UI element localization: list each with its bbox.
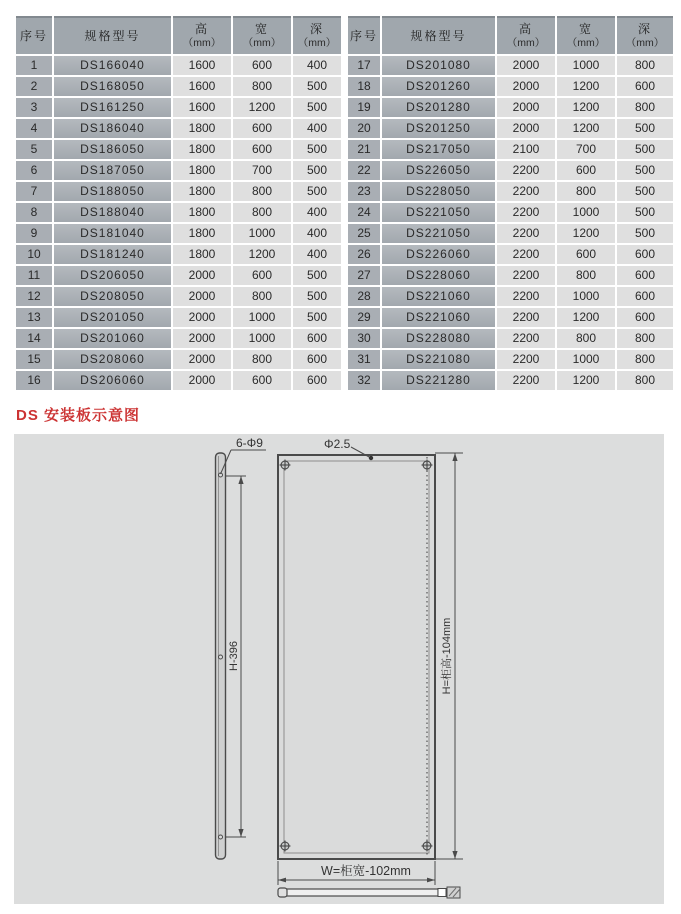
depth-cell: 500 — [617, 203, 673, 222]
height-cell: 2200 — [497, 245, 555, 264]
model-cell: DS166040 — [54, 56, 171, 75]
depth-cell: 500 — [617, 140, 673, 159]
row-index-cell: 27 — [348, 266, 380, 285]
depth-cell: 500 — [617, 161, 673, 180]
table-row — [348, 161, 673, 180]
model-cell: DS221060 — [382, 287, 495, 306]
dimension-cabinet-width — [278, 861, 435, 885]
row-index-cell: 5 — [16, 140, 52, 159]
depth-cell: 600 — [617, 287, 673, 306]
depth-cell: 500 — [617, 182, 673, 201]
right-end-cap — [438, 889, 446, 897]
width-cell: 800 — [557, 266, 615, 285]
model-cell: DS168050 — [54, 77, 171, 96]
row-index-cell: 22 — [348, 161, 380, 180]
row-index-cell: 17 — [348, 56, 380, 75]
row-index-cell: 3 — [16, 98, 52, 117]
width-cell: 1200 — [557, 98, 615, 117]
row-index-cell: 28 — [348, 287, 380, 306]
height-cell: 2200 — [497, 224, 555, 243]
table-row — [348, 224, 673, 243]
row-index-cell: 32 — [348, 371, 380, 390]
plate-height-label: H=柜高-104mm — [441, 617, 453, 695]
width-cell: 1200 — [557, 371, 615, 390]
depth-cell: 600 — [293, 329, 341, 348]
height-cell: 1600 — [173, 77, 231, 96]
width-cell: 800 — [233, 77, 291, 96]
depth-cell: 400 — [293, 224, 341, 243]
spec-table-body-right — [348, 56, 673, 390]
header-row — [16, 16, 341, 54]
dimension-cabinet-height — [435, 453, 463, 859]
height-cell: 2200 — [497, 182, 555, 201]
plate-outline — [278, 455, 435, 859]
depth-cell: 500 — [293, 308, 341, 327]
depth-cell: 400 — [293, 56, 341, 75]
row-index-cell: 15 — [16, 350, 52, 369]
height-cell: 2200 — [497, 329, 555, 348]
hatched-section-mark — [447, 887, 460, 898]
reference-dot — [369, 456, 373, 460]
top-view-group — [278, 887, 460, 898]
height-cell: 2000 — [173, 308, 231, 327]
header-row — [348, 16, 673, 54]
model-cell: DS228060 — [382, 266, 495, 285]
model-cell: DS186050 — [54, 140, 171, 159]
table-row — [348, 245, 673, 264]
row-index-cell: 30 — [348, 329, 380, 348]
side-view-group — [216, 453, 226, 859]
model-cell: DS228050 — [382, 182, 495, 201]
height-cell: 2200 — [497, 266, 555, 285]
table-row — [348, 77, 673, 96]
width-cell: 600 — [233, 371, 291, 390]
depth-cell: 800 — [617, 350, 673, 369]
depth-cell: 500 — [293, 140, 341, 159]
depth-cell: 800 — [617, 329, 673, 348]
model-cell: DS188040 — [54, 203, 171, 222]
height-cell: 1600 — [173, 56, 231, 75]
model-cell: DS206060 — [54, 371, 171, 390]
width-cell: 600 — [233, 140, 291, 159]
depth-cell: 500 — [293, 98, 341, 117]
depth-cell: 600 — [617, 245, 673, 264]
table-row — [16, 329, 341, 348]
spec-tables — [14, 14, 667, 392]
model-cell: DS188050 — [54, 182, 171, 201]
height-cell: 2000 — [173, 371, 231, 390]
column-header-height: 高 （mm） — [173, 16, 231, 54]
table-row — [348, 98, 673, 117]
model-cell: DS201080 — [382, 56, 495, 75]
model-cell: DS226060 — [382, 245, 495, 264]
width-cell: 1200 — [557, 224, 615, 243]
column-header-depth: 深 （mm） — [617, 16, 673, 54]
model-cell: DS221050 — [382, 203, 495, 222]
width-cell: 600 — [557, 245, 615, 264]
height-cell: 1800 — [173, 119, 231, 138]
row-index-cell: 10 — [16, 245, 52, 264]
table-row — [16, 98, 341, 117]
depth-cell: 500 — [293, 161, 341, 180]
depth-cell: 400 — [293, 203, 341, 222]
row-index-cell: 25 — [348, 224, 380, 243]
height-cell: 1800 — [173, 203, 231, 222]
model-cell: DS206050 — [54, 266, 171, 285]
spec-table-body-left — [16, 56, 341, 390]
table-row — [348, 203, 673, 222]
width-cell: 1000 — [557, 287, 615, 306]
width-cell: 1000 — [557, 350, 615, 369]
height-cell: 2200 — [497, 161, 555, 180]
mounting-plate-drawing — [14, 434, 664, 904]
table-row — [16, 203, 341, 222]
column-header-width: 宽 （mm） — [233, 16, 291, 54]
model-cell: DS186040 — [54, 119, 171, 138]
depth-cell: 500 — [293, 182, 341, 201]
row-index-cell: 12 — [16, 287, 52, 306]
height-cell: 2200 — [497, 350, 555, 369]
model-cell: DS226050 — [382, 161, 495, 180]
height-cell: 1800 — [173, 161, 231, 180]
height-cell: 2000 — [173, 266, 231, 285]
depth-cell: 500 — [293, 266, 341, 285]
left-end-cap — [278, 888, 287, 897]
row-index-cell: 13 — [16, 308, 52, 327]
depth-cell: 400 — [293, 119, 341, 138]
model-cell: DS217050 — [382, 140, 495, 159]
height-cell: 2000 — [497, 77, 555, 96]
depth-cell: 800 — [617, 56, 673, 75]
row-index-cell: 18 — [348, 77, 380, 96]
table-row — [348, 308, 673, 327]
height-cell: 1800 — [173, 245, 231, 264]
model-cell: DS221060 — [382, 308, 495, 327]
spec-table-right — [346, 14, 675, 392]
model-cell: DS221280 — [382, 371, 495, 390]
width-cell: 700 — [557, 140, 615, 159]
model-cell: DS201260 — [382, 77, 495, 96]
table-row — [16, 287, 341, 306]
row-index-cell: 26 — [348, 245, 380, 264]
width-cell: 800 — [233, 182, 291, 201]
depth-cell: 600 — [293, 350, 341, 369]
width-cell: 1200 — [557, 77, 615, 96]
column-header-model: 规格型号 — [382, 16, 495, 54]
width-cell: 600 — [233, 266, 291, 285]
column-header-index: 序号 — [16, 16, 52, 54]
width-cell: 1000 — [557, 203, 615, 222]
row-index-cell: 2 — [16, 77, 52, 96]
depth-cell: 600 — [617, 77, 673, 96]
depth-cell: 500 — [293, 287, 341, 306]
row-index-cell: 29 — [348, 308, 380, 327]
table-row — [348, 329, 673, 348]
table-row — [348, 56, 673, 75]
model-cell: DS161250 — [54, 98, 171, 117]
model-cell: DS181240 — [54, 245, 171, 264]
model-cell: DS201060 — [54, 329, 171, 348]
height-cell: 2200 — [497, 287, 555, 306]
table-row — [16, 77, 341, 96]
table-row — [16, 119, 341, 138]
width-cell: 600 — [233, 56, 291, 75]
row-index-cell: 16 — [16, 371, 52, 390]
height-cell: 2000 — [497, 119, 555, 138]
depth-cell: 600 — [617, 266, 673, 285]
model-cell: DS221080 — [382, 350, 495, 369]
table-row — [16, 266, 341, 285]
width-cell: 800 — [233, 203, 291, 222]
height-cell: 1600 — [173, 98, 231, 117]
row-index-cell: 20 — [348, 119, 380, 138]
height-cell: 2000 — [173, 329, 231, 348]
width-cell: 800 — [557, 182, 615, 201]
model-cell: DS201050 — [54, 308, 171, 327]
depth-cell: 500 — [617, 224, 673, 243]
height-cell: 1800 — [173, 182, 231, 201]
width-cell: 600 — [233, 119, 291, 138]
row-index-cell: 23 — [348, 182, 380, 201]
height-cell: 2000 — [173, 287, 231, 306]
section-title: DS 安装板示意图 — [16, 407, 141, 424]
row-index-cell: 7 — [16, 182, 52, 201]
table-row — [16, 371, 341, 390]
model-cell: DS181040 — [54, 224, 171, 243]
column-header-model: 规格型号 — [54, 16, 171, 54]
row-index-cell: 4 — [16, 119, 52, 138]
table-row — [16, 182, 341, 201]
mounting-holes-label: 6-Φ9 — [236, 436, 263, 450]
hole-icon — [219, 835, 223, 839]
table-row — [16, 308, 341, 327]
width-cell: 1000 — [233, 224, 291, 243]
row-index-cell: 31 — [348, 350, 380, 369]
column-header-height: 高 （mm） — [497, 16, 555, 54]
table-row — [348, 119, 673, 138]
height-cell: 1800 — [173, 224, 231, 243]
row-index-cell: 19 — [348, 98, 380, 117]
model-cell: DS228080 — [382, 329, 495, 348]
height-cell: 1800 — [173, 140, 231, 159]
table-row — [16, 56, 341, 75]
table-row — [348, 266, 673, 285]
table-row — [348, 140, 673, 159]
hole-icon — [219, 655, 223, 659]
hole-diameter-label: Φ2.5 — [324, 437, 351, 451]
row-index-cell: 21 — [348, 140, 380, 159]
width-cell: 600 — [557, 161, 615, 180]
height-cell: 2200 — [497, 203, 555, 222]
width-cell: 1000 — [233, 329, 291, 348]
column-header-depth: 深 （mm） — [293, 16, 341, 54]
row-index-cell: 1 — [16, 56, 52, 75]
table-row — [348, 371, 673, 390]
front-view-group — [278, 455, 435, 859]
height-cell: 2000 — [497, 98, 555, 117]
height-cell: 2000 — [497, 56, 555, 75]
height-cell: 2100 — [497, 140, 555, 159]
height-cell: 2200 — [497, 371, 555, 390]
row-index-cell: 9 — [16, 224, 52, 243]
width-cell: 1000 — [557, 56, 615, 75]
row-index-cell: 8 — [16, 203, 52, 222]
height-cell: 2000 — [173, 350, 231, 369]
column-header-index: 序号 — [348, 16, 380, 54]
model-cell: DS208060 — [54, 350, 171, 369]
model-cell: DS201250 — [382, 119, 495, 138]
row-index-cell: 6 — [16, 161, 52, 180]
table-row — [16, 245, 341, 264]
table-row — [348, 287, 673, 306]
row-index-cell: 14 — [16, 329, 52, 348]
dimension-h396 — [226, 476, 246, 837]
row-index-cell: 11 — [16, 266, 52, 285]
table-row — [16, 224, 341, 243]
model-cell: DS221050 — [382, 224, 495, 243]
callout-mounting-holes — [221, 436, 267, 474]
depth-cell: 800 — [617, 98, 673, 117]
width-cell: 1200 — [557, 308, 615, 327]
width-cell: 1200 — [233, 98, 291, 117]
width-cell: 800 — [233, 350, 291, 369]
depth-cell: 600 — [293, 371, 341, 390]
table-row — [16, 140, 341, 159]
model-cell: DS187050 — [54, 161, 171, 180]
width-cell: 800 — [557, 329, 615, 348]
table-row — [16, 161, 341, 180]
depth-cell: 800 — [617, 371, 673, 390]
plate-width-label: W=柜宽-102mm — [321, 864, 411, 878]
width-cell: 1200 — [233, 245, 291, 264]
table-row — [16, 350, 341, 369]
height-cell: 2200 — [497, 308, 555, 327]
spec-table-left — [14, 14, 343, 392]
model-cell: DS201280 — [382, 98, 495, 117]
plate-top-view — [286, 889, 438, 896]
column-header-width: 宽 （mm） — [557, 16, 615, 54]
side-height-label: H-396 — [228, 641, 240, 671]
width-cell: 800 — [233, 287, 291, 306]
depth-cell: 500 — [617, 119, 673, 138]
depth-cell: 500 — [293, 77, 341, 96]
row-index-cell: 24 — [348, 203, 380, 222]
depth-cell: 600 — [617, 308, 673, 327]
table-row — [348, 350, 673, 369]
width-cell: 700 — [233, 161, 291, 180]
depth-cell: 400 — [293, 245, 341, 264]
diagram-panel — [14, 434, 664, 904]
width-cell: 1200 — [557, 119, 615, 138]
width-cell: 1000 — [233, 308, 291, 327]
table-row — [348, 182, 673, 201]
model-cell: DS208050 — [54, 287, 171, 306]
